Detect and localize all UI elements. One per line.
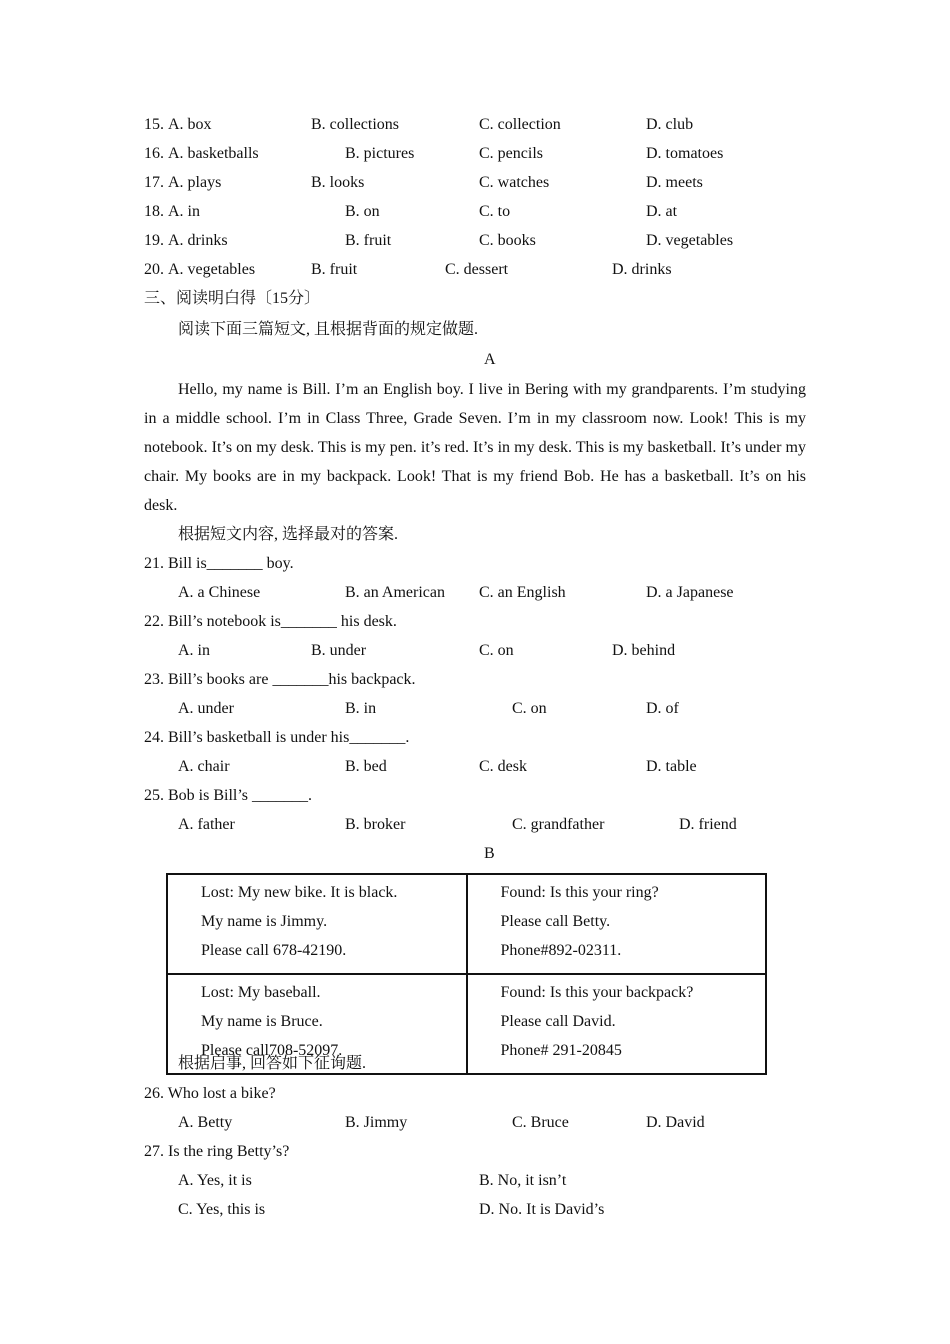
option-d: D. drinks [612,261,672,278]
notice-board [166,873,767,1075]
option-d: D. vegetables [646,232,734,249]
option-d: D. friend [679,816,737,833]
notice-line: Phone#892-02311. [500,942,622,959]
question-stem: 25. Bob is Bill’s _______. [144,787,313,804]
notice-line: Phone# 291-20845 [500,1042,622,1059]
option-a: A. in [168,203,200,220]
option-b: B. in [345,700,377,717]
option-c: C. Yes, this is [178,1201,266,1218]
option-c: C. Bruce [512,1114,569,1131]
option-d: D. tomatoes [646,145,724,162]
option-c: C. desk [479,758,527,775]
option-b: B. an American [345,584,445,601]
passage-label: A [484,351,496,368]
notice-line: Found: Is this your ring? [500,884,659,901]
option-b: B. under [311,642,367,659]
option-a: A. drinks [168,232,228,249]
option-a: A. Yes, it is [178,1172,252,1189]
question-stem: 21. Bill is_______ boy. [144,555,294,572]
notice-line: Please call David. [500,1013,616,1030]
question-number: 16. [144,145,164,162]
question-number: 19. [144,232,164,249]
option-a: A. vegetables [168,261,256,278]
option-d: D. meets [646,174,703,191]
option-a: A. chair [178,758,230,775]
question-stem: 24. Bill’s basketball is under his_______. [144,729,410,746]
option-c: C. books [479,232,536,249]
option-c: C. dessert [445,261,509,278]
section-heading: 三、阅读明白得〔15分〕 [144,290,321,307]
option-c: C. grandfather [512,816,605,833]
option-d: D. David [646,1114,705,1131]
option-a: A. father [178,816,235,833]
option-c: C. to [479,203,511,220]
option-a: A. Betty [178,1114,233,1131]
option-b: B. pictures [345,145,415,162]
section-intro: 阅读下面三篇短文, 且根据背面的规定做题. [178,321,479,338]
option-a: A. box [168,116,212,133]
option-d: D. a Japanese [646,584,734,601]
option-c: C. on [479,642,514,659]
notice-line: Found: Is this your backpack? [500,984,694,1001]
option-d: D. at [646,203,678,220]
question-number: 17. [144,174,164,191]
notice-line: Lost: My new bike. It is black. [201,884,398,901]
option-a: A. plays [168,174,222,191]
option-d: D. behind [612,642,676,659]
question-stem: 26. Who lost a bike? [144,1085,276,1102]
passage-label: B [484,845,495,862]
question-stem: 27. Is the ring Betty’s? [144,1143,290,1160]
option-d: D. of [646,700,679,717]
option-c: C. collection [479,116,561,133]
option-c: C. watches [479,174,550,191]
option-a: A. in [178,642,210,659]
option-b: B. bed [345,758,387,775]
option-b: B. collections [311,116,399,133]
option-b: B. on [345,203,380,220]
question-number: 15. [144,116,164,133]
option-d: D. club [646,116,694,133]
notice-found-ring [467,874,767,974]
passage-instruction: 根据启事, 回答如下征询题. [178,1055,367,1072]
notice-line: Please call Betty. [500,913,611,930]
notice-line: Please call 678-42190. [201,942,347,959]
option-b: B. looks [311,174,365,191]
option-b: B. Jimmy [345,1114,408,1131]
notice-line: My name is Jimmy. [201,913,328,930]
option-d: D. table [646,758,697,775]
option-c: C. on [512,700,547,717]
question-stem: 23. Bill’s books are _______his backpack. [144,671,416,688]
option-b: B. broker [345,816,406,833]
question-number: 20. [144,261,164,278]
passage-text: Hello, my name is Bill. I’m an English boy. I live in Bering with my grandparents. I’m studying in a middle school. I’m in Class Three, Grade Seven. I’m in my classroom now. Look! This is my notebook. It’s on my desk. This is my pen. it’s red. It’s in my desk. This is my basketball. It’s under my chair. My books are in my backpack. Look! That is my friend Bob. He has a basketball. It’s on his desk. [144,381,806,514]
option-a: A. a Chinese [178,584,261,601]
notice-line: My name is Bruce. [201,1013,323,1030]
option-a: A. basketballs [168,145,259,162]
notice-line: Please call708-52097. [201,1042,343,1059]
option-b: B. No, it isn’t [479,1172,567,1189]
notice-lost-bike [167,874,467,974]
option-c: C. pencils [479,145,543,162]
question-number: 18. [144,203,164,220]
question-stem: 22. Bill’s notebook is_______ his desk. [144,613,397,630]
option-b: B. fruit [345,232,392,249]
option-b: B. fruit [311,261,358,278]
option-c: C. an English [479,584,566,601]
option-a: A. under [178,700,234,717]
passage-instruction: 根据短文内容, 选择最对的答案. [178,526,399,543]
notice-found-backpack [467,974,767,1074]
notice-line: Lost: My baseball. [201,984,321,1001]
option-d: D. No. It is David’s [479,1201,605,1218]
